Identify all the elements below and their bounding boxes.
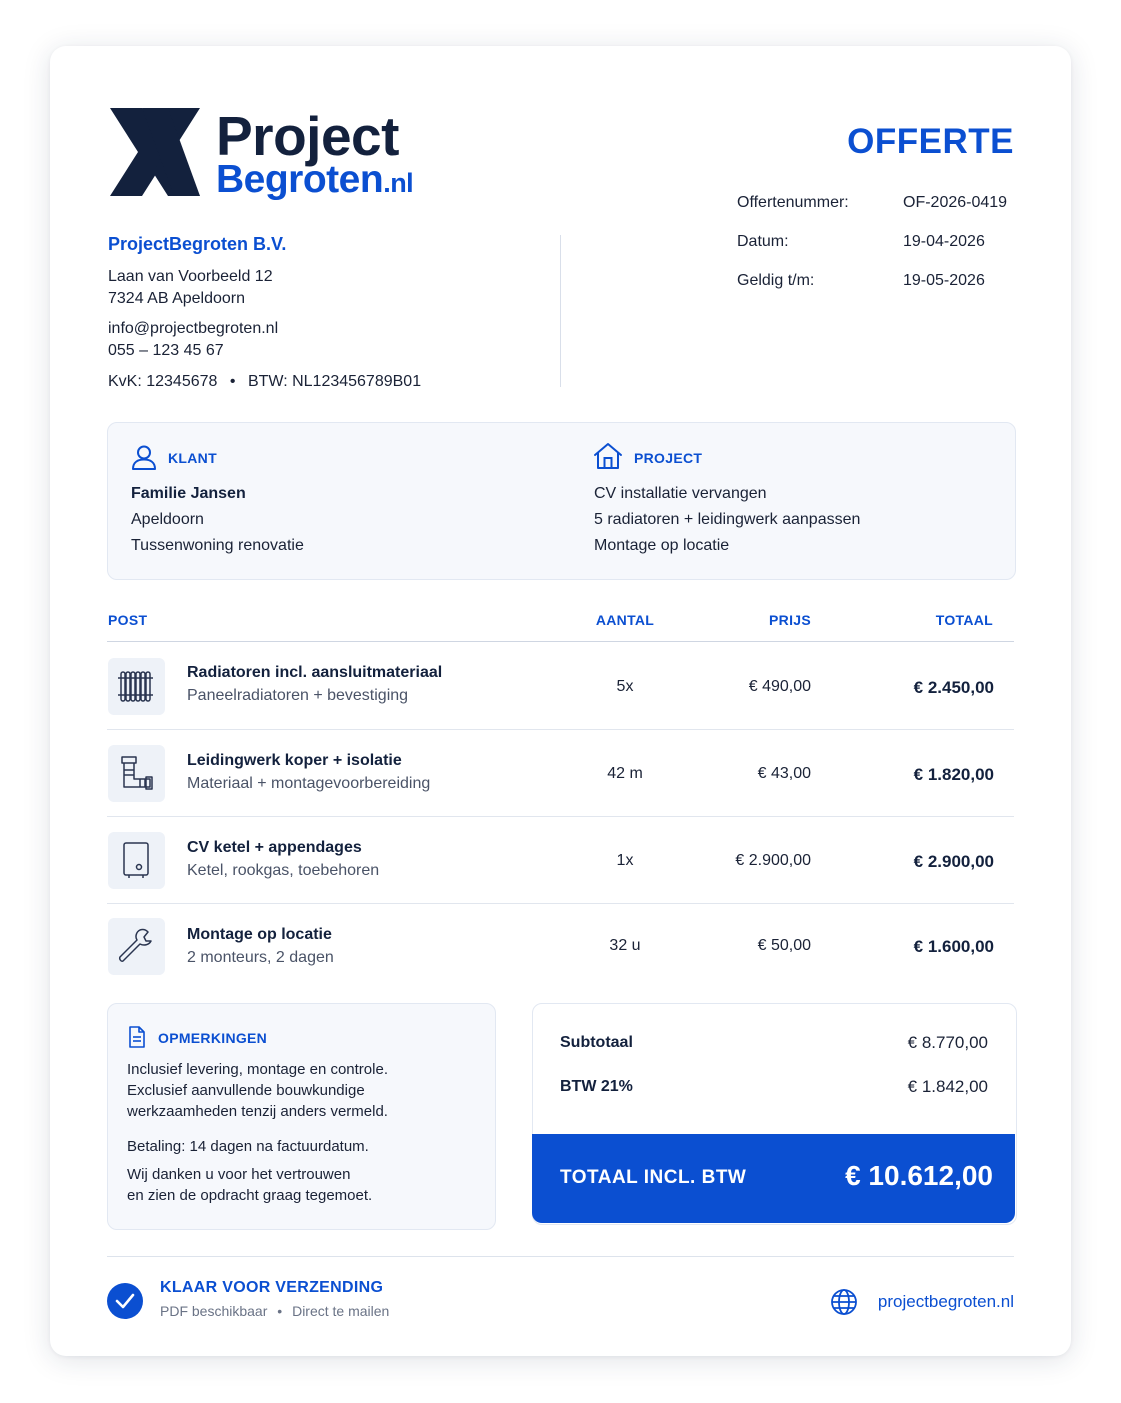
note-line: en zien de opdracht graag tegemoet. [127,1187,373,1204]
logo-x-icon [108,108,202,196]
vat-label: BTW 21% [560,1078,633,1095]
row-icon-tile [108,832,165,889]
item-title: CV ketel + appendages [187,839,362,856]
column-header-totaal: TOTAAL [935,612,993,628]
separator-dot: • [277,1303,283,1319]
company-street: Laan van Voorbeeld 12 [108,268,273,285]
house-icon [593,442,623,470]
item-subtitle: Materiaal + montagevoorbereiding [187,775,431,792]
subtotal-value: € 8.770,00 [907,1033,988,1052]
logo-word-begroten [216,157,413,206]
item-subtitle: Paneelradiatoren + bevestiging [187,687,409,704]
project-label: PROJECT [634,450,703,466]
table-header-divider [107,641,1014,642]
meta-value: 19-05-2026 [903,272,985,289]
notes-label: OPMERKINGEN [158,1030,268,1046]
meta-row-datum [737,233,1014,253]
website-link[interactable]: projectbegroten.nl [877,1292,1014,1311]
client-name: Familie Jansen [131,485,246,502]
item-subtitle: 2 monteurs, 2 dagen [187,949,334,966]
item-aantal: 32 u [609,937,641,954]
project-line: 5 radiatoren + leidingwerk aanpassen [594,511,861,528]
item-totaal: € 1.600,00 [913,937,994,956]
status-subtitle [160,1303,389,1319]
company-kvk: KvK: 12345678 [108,373,218,390]
pipe-icon [116,753,156,793]
boiler-icon [116,840,156,880]
user-icon [131,444,157,470]
client-line: Tussenwoning renovatie [131,537,304,554]
status-pdf: PDF beschikbaar [160,1303,268,1319]
company-city: 7324 AB Apeldoorn [108,290,246,307]
client-label: KLANT [168,450,217,466]
company-btw: BTW: NL123456789B01 [247,373,422,390]
radiator-icon [116,666,156,706]
row-icon-tile [108,658,165,715]
item-totaal: € 2.450,00 [913,678,994,697]
meta-value: 19-04-2026 [903,233,985,250]
vertical-divider [560,235,561,387]
item-aantal: 42 m [607,765,643,782]
row-icon-tile [108,745,165,802]
row-divider [107,903,1014,904]
footer-divider [107,1256,1014,1257]
row-divider [107,816,1014,817]
row-divider [107,729,1014,730]
meta-row-geldig [737,272,1014,292]
separator-dot: • [229,373,236,390]
meta-label: Offertenummer: [737,194,849,211]
meta-row-offertenummer [737,194,1014,214]
check-icon [115,1292,135,1310]
vat-value: € 1.842,00 [907,1077,988,1096]
globe-icon [830,1288,858,1316]
status-title: KLAAR VOOR VERZENDING [160,1279,384,1296]
document-icon [127,1026,147,1048]
meta-label: Geldig t/m: [737,272,815,289]
wrench-icon [116,926,156,966]
grand-total-label: TOTAAL INCL. BTW [560,1167,747,1188]
meta-value: OF-2026-0419 [903,194,1008,211]
meta-label: Datum: [737,233,789,250]
column-header-aantal: AANTAL [595,612,655,628]
note-line: Exclusief aanvullende bouwkundige [127,1082,365,1099]
column-header-prijs: PRIJS [769,612,811,628]
column-header-post: POST [108,612,148,628]
logo-tld: .nl [383,168,414,198]
client-line: Apeldoorn [131,511,204,528]
logo-word-begroten-text: Begroten [216,158,384,201]
item-totaal: € 2.900,00 [913,852,994,871]
note-line: Inclusief levering, montage en controle. [127,1061,388,1078]
subtotal-label: Subtotaal [560,1034,633,1051]
item-totaal: € 1.820,00 [913,765,994,784]
item-title: Radiatoren incl. aansluitmateriaal [187,664,443,681]
project-line: CV installatie vervangen [594,485,767,502]
grand-total-value: € 10.612,00 [845,1160,993,1191]
note-line: werkzaamheden tenzij anders vermeld. [127,1103,388,1120]
company-name: ProjectBegroten B.V. [108,234,287,254]
note-line: Wij danken u voor het vertrouwen [127,1166,351,1183]
item-prijs: € 2.900,00 [735,852,811,869]
logo-word-project: Project [216,105,399,167]
company-registration [108,371,421,393]
company-phone[interactable]: 055 – 123 45 67 [108,342,224,359]
company-email[interactable]: info@projectbegroten.nl [108,320,279,337]
row-icon-tile [108,918,165,975]
item-subtitle: Ketel, rookgas, toebehoren [187,862,380,879]
project-line: Montage op locatie [594,537,730,554]
status-check-badge [107,1283,143,1319]
item-aantal: 1x [616,852,634,869]
item-prijs: € 490,00 [748,678,811,695]
document-title: OFFERTE [847,122,1014,161]
status-mail: Direct te mailen [292,1303,390,1319]
item-title: Montage op locatie [187,926,332,943]
item-aantal: 5x [616,678,634,695]
item-title: Leidingwerk koper + isolatie [187,752,402,769]
note-payment: Betaling: 14 dagen na factuurdatum. [127,1138,369,1155]
item-prijs: € 43,00 [757,765,811,782]
item-prijs: € 50,00 [757,937,811,954]
